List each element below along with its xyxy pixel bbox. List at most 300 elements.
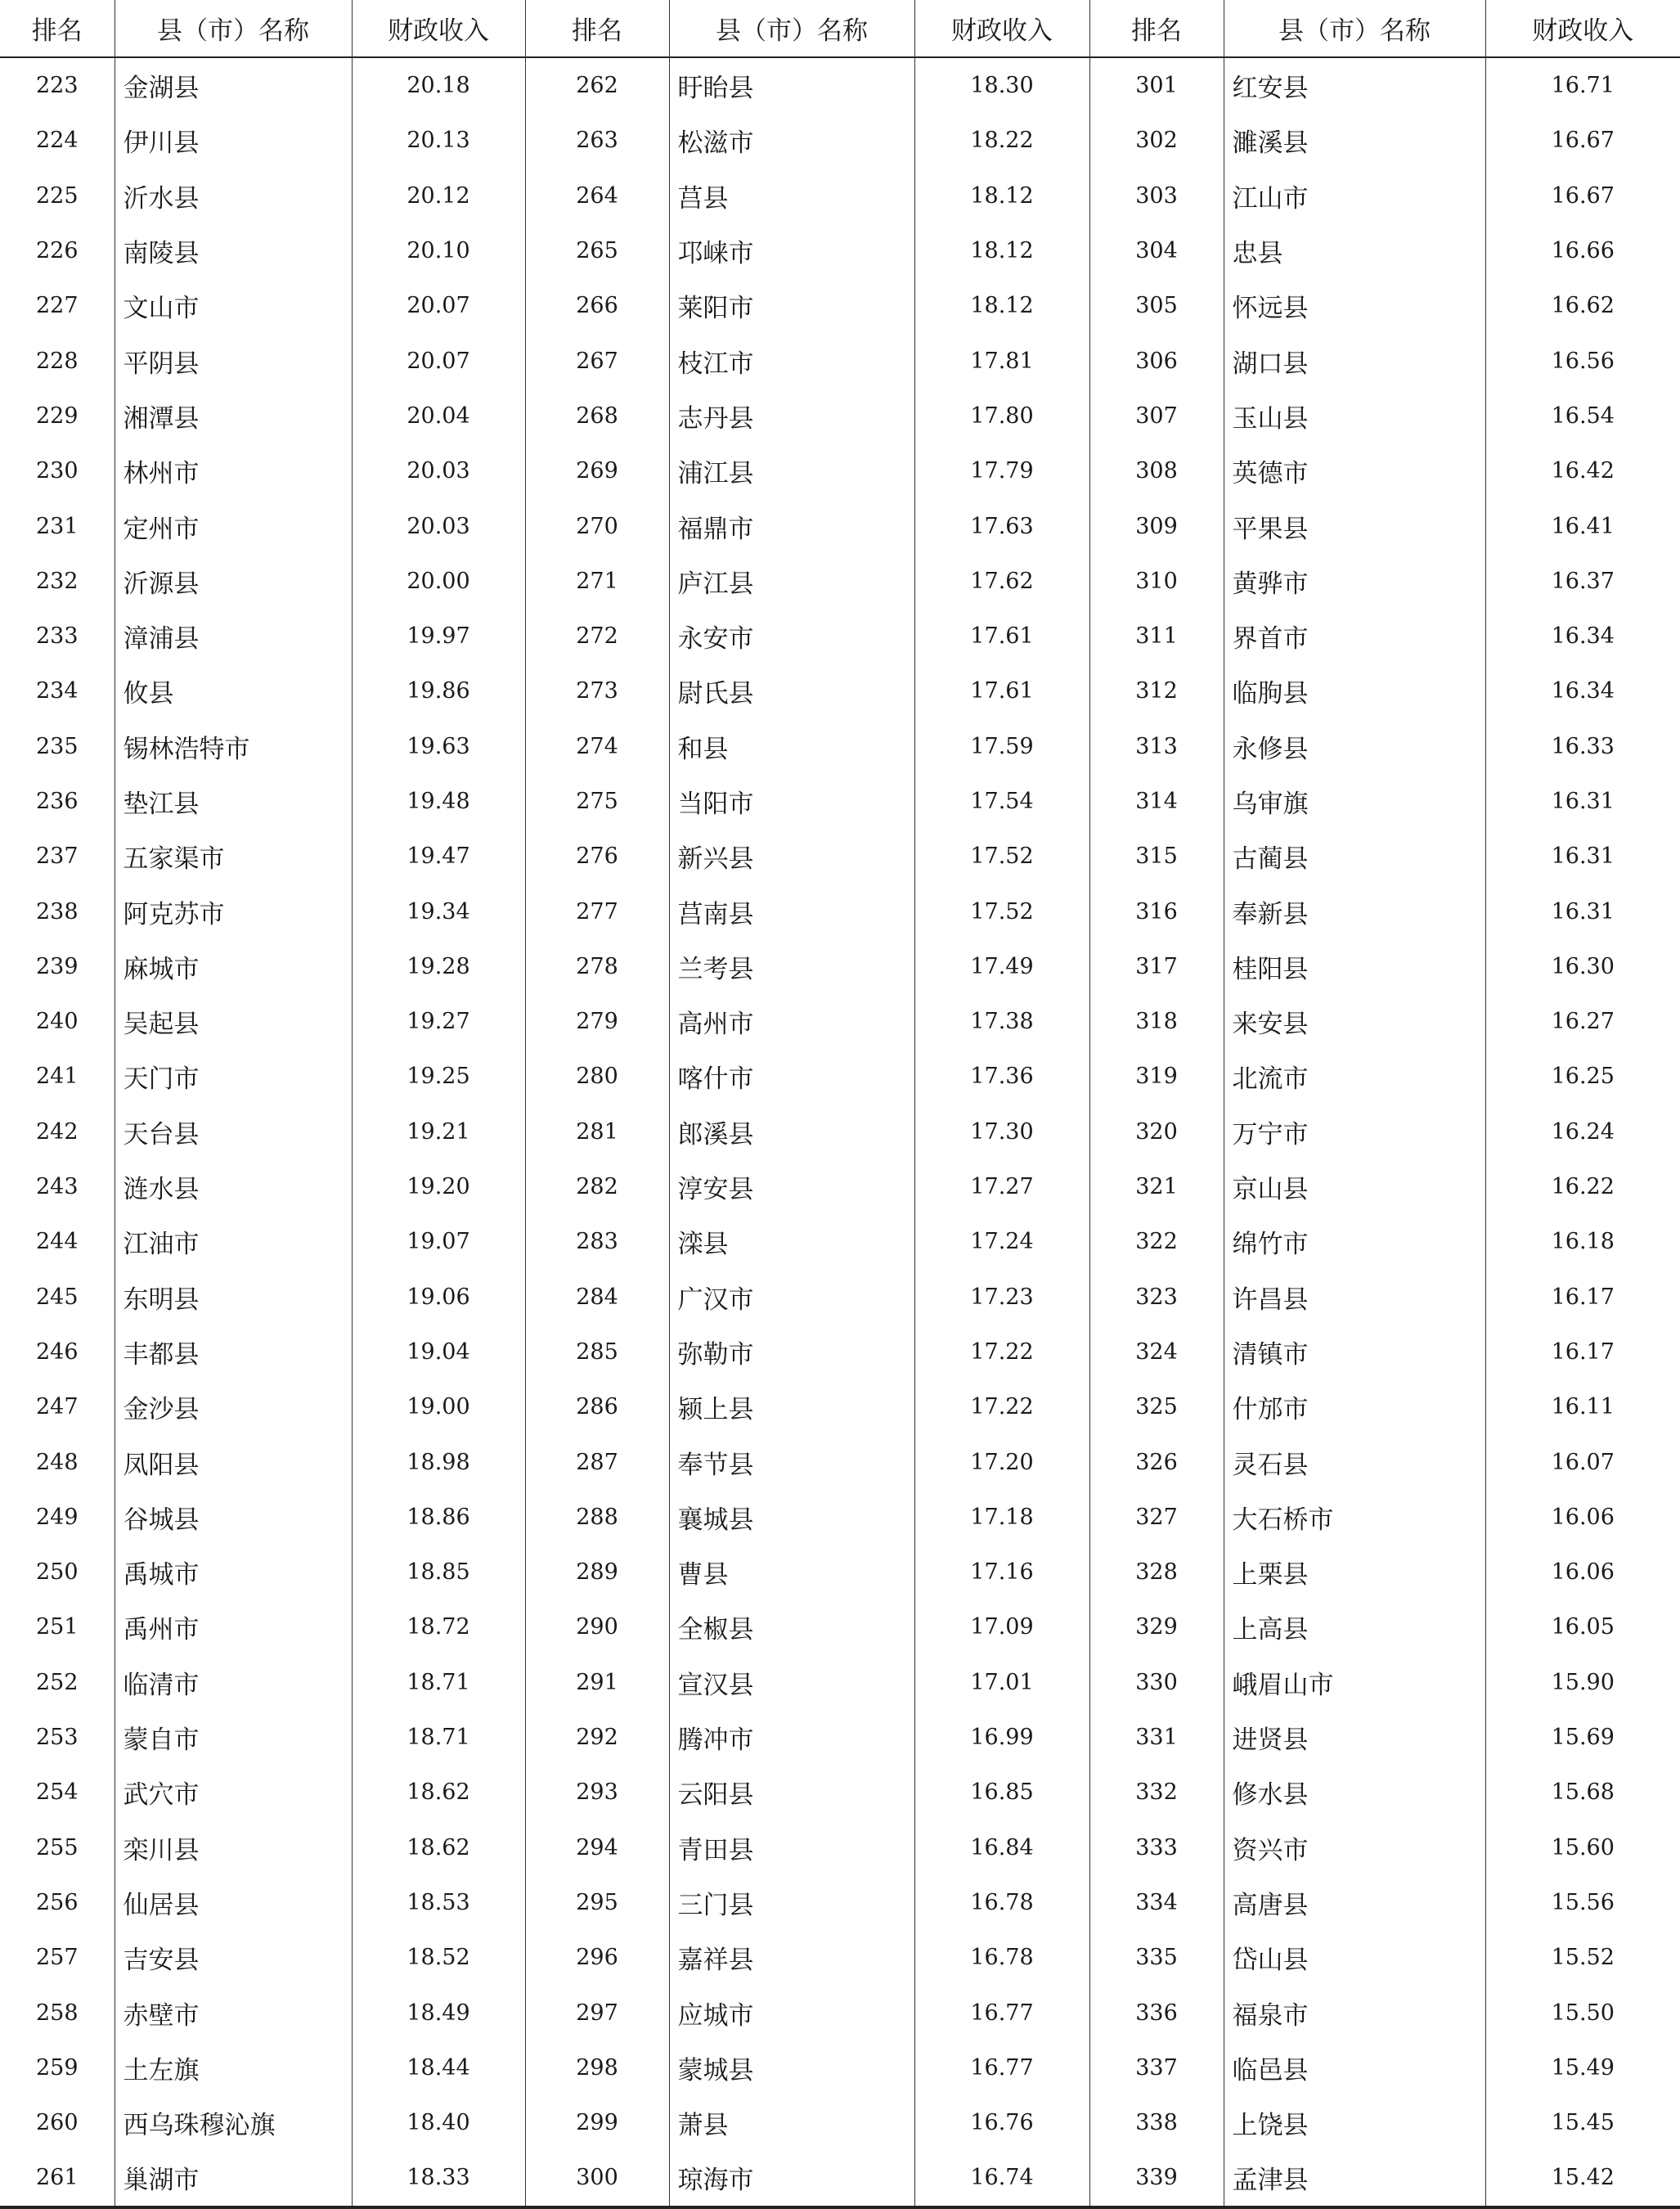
revenue-cell: 16.56 [1485,333,1680,388]
county-name-cell: 伊川县 [115,113,352,168]
county-name-cell: 玉山县 [1224,389,1485,443]
rank-cell: 259 [35,2054,79,2081]
county-name-cell: 松滋市 [669,113,914,168]
county-name-cell: 青田县 [669,1820,914,1875]
revenue-cell: 20.03 [352,443,525,498]
county-name-cell: 濉溪县 [1224,113,1485,168]
table-row [0,1985,1680,2040]
revenue-cell: 19.07 [352,1214,525,1269]
county-name-cell: 吴起县 [115,994,352,1049]
header-rank: 排名 [0,0,115,57]
rank-cell: 244 [35,1229,79,1255]
county-name-cell: 垫江县 [115,774,352,829]
rank-cell: 276 [525,829,669,884]
county-name-cell: 许昌县 [1224,1270,1485,1325]
revenue-cell: 18.98 [352,1434,525,1489]
rank-cell: 320 [1089,1104,1224,1159]
revenue-cell: 15.69 [1485,1710,1680,1765]
county-name-cell: 北流市 [1224,1049,1485,1104]
table-row [0,1379,1680,1434]
county-name-cell: 阿克苏市 [115,884,352,938]
revenue-cell: 17.24 [914,1214,1089,1269]
table-row [0,1545,1680,1599]
county-name-cell: 谷城县 [115,1490,352,1545]
revenue-cell: 16.31 [1485,774,1680,829]
header-name: 县（市）名称 [1224,0,1485,57]
county-name-cell: 定州市 [115,498,352,553]
revenue-cell: 16.27 [1485,994,1680,1049]
table-row [0,169,1680,223]
county-name-cell: 界首市 [1224,609,1485,664]
revenue-cell: 17.27 [914,1159,1089,1214]
county-name-cell: 来安县 [1224,994,1485,1049]
rank-cell: 270 [525,498,669,553]
county-name-cell: 永安市 [669,609,914,664]
rank-cell: 240 [35,1009,79,1035]
table-row [0,1930,1680,1985]
table-row [0,829,1680,884]
rank-cell: 234 [35,678,79,704]
revenue-cell: 16.71 [1485,57,1680,113]
header-name: 县（市）名称 [669,0,914,57]
revenue-cell: 20.04 [352,389,525,443]
rank-cell: 237 [35,844,79,870]
table-row [0,278,1680,333]
county-name-cell: 尉氏县 [669,664,914,718]
rank-cell: 232 [35,568,79,594]
revenue-cell: 19.47 [352,829,525,884]
rank-cell: 226 [35,238,79,264]
county-name-cell: 天门市 [115,1049,352,1104]
county-name-cell: 进贤县 [1224,1710,1485,1765]
rank-cell: 273 [525,664,669,718]
rank-cell: 227 [35,293,79,319]
revenue-cell: 16.54 [1485,389,1680,443]
rank-cell: 233 [35,623,79,650]
revenue-cell: 17.62 [914,554,1089,609]
revenue-cell: 16.41 [1485,498,1680,553]
county-name-cell: 江油市 [115,1214,352,1269]
county-name-cell: 岱山县 [1224,1930,1485,1985]
revenue-cell: 17.30 [914,1104,1089,1159]
header-name: 县（市）名称 [115,0,352,57]
county-name-cell: 宣汉县 [669,1655,914,1710]
rank-cell: 264 [525,169,669,223]
county-name-cell: 大石桥市 [1224,1490,1485,1545]
rank-cell: 235 [35,733,79,759]
rank-cell: 313 [1089,719,1224,774]
revenue-cell: 19.86 [352,664,525,718]
revenue-cell: 17.23 [914,1270,1089,1325]
rank-cell: 301 [1089,57,1224,113]
header-rank: 排名 [525,0,669,57]
revenue-cell: 16.37 [1485,554,1680,609]
revenue-cell: 17.52 [914,829,1089,884]
rank-cell: 242 [35,1118,79,1145]
table-row [0,223,1680,278]
rank-cell: 252 [35,1669,79,1695]
revenue-cell: 16.66 [1485,223,1680,278]
county-name-cell: 上高县 [1224,1599,1485,1654]
county-name-cell: 英德市 [1224,443,1485,498]
revenue-cell: 16.30 [1485,939,1680,994]
revenue-cell: 19.00 [352,1379,525,1434]
revenue-cell: 16.33 [1485,719,1680,774]
revenue-cell: 19.97 [352,609,525,664]
revenue-cell: 20.03 [352,498,525,553]
table-row [0,664,1680,718]
rank-cell: 334 [1089,1875,1224,1930]
county-name-cell: 孟津县 [1224,2150,1485,2207]
revenue-cell: 19.48 [352,774,525,829]
revenue-cell: 18.12 [914,169,1089,223]
county-name-cell: 福泉市 [1224,1985,1485,2040]
rank-cell: 249 [35,1504,79,1530]
rank-cell: 322 [1089,1214,1224,1269]
revenue-cell: 15.56 [1485,1875,1680,1930]
revenue-cell: 20.12 [352,169,525,223]
county-name-cell: 武穴市 [115,1765,352,1820]
rank-cell: 279 [525,994,669,1049]
rank-cell: 223 [35,73,79,99]
revenue-cell: 16.77 [914,2040,1089,2095]
revenue-cell: 16.74 [914,2150,1089,2207]
rank-cell: 291 [525,1655,669,1710]
rank-cell: 275 [525,774,669,829]
revenue-cell: 16.34 [1485,609,1680,664]
table-row [0,994,1680,1049]
table-row [0,1049,1680,1104]
table-header-row [0,0,1680,57]
rank-cell: 268 [525,389,669,443]
rank-cell: 245 [35,1284,79,1310]
revenue-cell: 16.06 [1485,1545,1680,1599]
revenue-cell: 15.60 [1485,1820,1680,1875]
rank-cell: 274 [525,719,669,774]
revenue-cell: 20.07 [352,278,525,333]
rank-cell: 310 [1089,554,1224,609]
rank-cell: 302 [1089,113,1224,168]
rank-cell: 265 [525,223,669,278]
rank-cell: 333 [1089,1820,1224,1875]
county-name-cell: 弥勒市 [669,1325,914,1379]
rank-cell: 271 [525,554,669,609]
rank-cell: 260 [35,2110,79,2136]
rank-cell: 288 [525,1490,669,1545]
revenue-cell: 17.54 [914,774,1089,829]
county-name-cell: 林州市 [115,443,352,498]
county-name-cell: 绵竹市 [1224,1214,1485,1269]
county-name-cell: 当阳市 [669,774,914,829]
revenue-cell: 16.24 [1485,1104,1680,1159]
revenue-cell: 16.67 [1485,169,1680,223]
county-name-cell: 高州市 [669,994,914,1049]
rank-cell: 266 [525,278,669,333]
rank-cell: 304 [1089,223,1224,278]
county-name-cell: 应城市 [669,1985,914,2040]
county-name-cell: 文山市 [115,278,352,333]
county-name-cell: 沂源县 [115,554,352,609]
revenue-cell: 19.28 [352,939,525,994]
table-row [0,609,1680,664]
county-name-cell: 奉节县 [669,1434,914,1489]
revenue-cell: 16.85 [914,1765,1089,1820]
revenue-cell: 17.80 [914,389,1089,443]
rank-cell: 290 [525,1599,669,1654]
revenue-cell: 20.00 [352,554,525,609]
rank-cell: 305 [1089,278,1224,333]
rank-cell: 300 [525,2150,669,2207]
rank-cell: 254 [35,1779,79,1806]
county-name-cell: 莒南县 [669,884,914,938]
county-name-cell: 淳安县 [669,1159,914,1214]
table-row [0,389,1680,443]
table-row [0,554,1680,609]
header-rank: 排名 [1089,0,1224,57]
rank-cell: 258 [35,2000,79,2026]
revenue-cell: 15.50 [1485,1985,1680,2040]
rank-cell: 277 [525,884,669,938]
rank-cell: 294 [525,1820,669,1875]
table-row [0,1875,1680,1930]
county-name-cell: 滦县 [669,1214,914,1269]
revenue-cell: 16.05 [1485,1599,1680,1654]
county-name-cell: 云阳县 [669,1765,914,1820]
county-name-cell: 高唐县 [1224,1875,1485,1930]
revenue-cell: 16.76 [914,2095,1089,2150]
revenue-cell: 15.45 [1485,2095,1680,2150]
county-name-cell: 仙居县 [115,1875,352,1930]
county-name-cell: 禹城市 [115,1545,352,1599]
county-name-cell: 麻城市 [115,939,352,994]
revenue-cell: 19.27 [352,994,525,1049]
rank-cell: 331 [1089,1710,1224,1765]
rank-cell: 255 [35,1834,79,1860]
rank-cell: 280 [525,1049,669,1104]
county-name-cell: 莒县 [669,169,914,223]
county-name-cell: 西乌珠穆沁旗 [115,2095,352,2150]
revenue-cell: 18.71 [352,1655,525,1710]
table-row [0,498,1680,553]
county-name-cell: 江山市 [1224,169,1485,223]
county-name-cell: 蒙城县 [669,2040,914,2095]
county-name-cell: 志丹县 [669,389,914,443]
revenue-cell: 17.59 [914,719,1089,774]
revenue-cell: 16.31 [1485,884,1680,938]
revenue-cell: 16.18 [1485,1214,1680,1269]
county-name-cell: 永修县 [1224,719,1485,774]
county-name-cell: 吉安县 [115,1930,352,1985]
rank-cell: 267 [525,333,669,388]
revenue-cell: 18.71 [352,1710,525,1765]
rank-cell: 303 [1089,169,1224,223]
table-row [0,1325,1680,1379]
table-row [0,1710,1680,1765]
rank-cell: 236 [35,789,79,814]
revenue-cell: 16.42 [1485,443,1680,498]
rank-cell: 250 [35,1559,79,1586]
table-row [0,1490,1680,1545]
rank-cell: 324 [1089,1325,1224,1379]
county-name-cell: 东明县 [115,1270,352,1325]
county-name-cell: 桂阳县 [1224,939,1485,994]
rank-cell: 295 [525,1875,669,1930]
table-row [0,939,1680,994]
county-name-cell: 古蔺县 [1224,829,1485,884]
revenue-cell: 17.36 [914,1049,1089,1104]
rank-cell: 299 [525,2095,669,2150]
county-name-cell: 攸县 [115,664,352,718]
rank-cell: 326 [1089,1434,1224,1489]
revenue-cell: 18.62 [352,1820,525,1875]
table-body [0,57,1680,2207]
county-name-cell: 枝江市 [669,333,914,388]
county-name-cell: 天台县 [115,1104,352,1159]
county-name-cell: 涟水县 [115,1159,352,1214]
revenue-cell: 16.06 [1485,1490,1680,1545]
rank-cell: 309 [1089,498,1224,553]
rank-cell: 248 [35,1449,79,1475]
county-name-cell: 萧县 [669,2095,914,2150]
rank-cell: 283 [525,1214,669,1269]
header-revenue: 财政收入 [1485,0,1680,57]
rank-cell: 336 [1089,1985,1224,2040]
revenue-cell: 16.34 [1485,664,1680,718]
revenue-cell: 18.12 [914,278,1089,333]
county-name-cell: 巢湖市 [115,2150,352,2207]
revenue-cell: 16.22 [1485,1159,1680,1214]
revenue-cell: 17.20 [914,1434,1089,1489]
revenue-cell: 16.62 [1485,278,1680,333]
revenue-cell: 20.13 [352,113,525,168]
rank-cell: 329 [1089,1599,1224,1654]
rank-cell: 289 [525,1545,669,1599]
county-name-cell: 禹州市 [115,1599,352,1654]
revenue-cell: 15.90 [1485,1655,1680,1710]
county-name-cell: 金沙县 [115,1379,352,1434]
county-name-cell: 京山县 [1224,1159,1485,1214]
revenue-cell: 18.44 [352,2040,525,2095]
rank-cell: 339 [1089,2150,1224,2207]
revenue-cell: 16.84 [914,1820,1089,1875]
table-row [0,1655,1680,1710]
county-name-cell: 黄骅市 [1224,554,1485,609]
revenue-cell: 15.52 [1485,1930,1680,1985]
revenue-cell: 20.07 [352,333,525,388]
county-name-cell: 庐江县 [669,554,914,609]
rank-cell: 241 [35,1064,79,1090]
rank-cell: 286 [525,1379,669,1434]
rank-cell: 327 [1089,1490,1224,1545]
table-row [0,1434,1680,1489]
county-name-cell: 红安县 [1224,57,1485,113]
revenue-cell: 18.22 [914,113,1089,168]
county-name-cell: 平果县 [1224,498,1485,553]
revenue-cell: 16.78 [914,1930,1089,1985]
rank-cell: 298 [525,2040,669,2095]
county-name-cell: 沂水县 [115,169,352,223]
rank-cell: 292 [525,1710,669,1765]
revenue-cell: 16.25 [1485,1049,1680,1104]
revenue-cell: 18.33 [352,2150,525,2207]
county-name-cell: 盱眙县 [669,57,914,113]
rank-cell: 251 [35,1614,79,1640]
rank-cell: 229 [35,403,79,429]
rank-cell: 297 [525,1985,669,2040]
table-row [0,1820,1680,1875]
rank-cell: 330 [1089,1655,1224,1710]
county-name-cell: 浦江县 [669,443,914,498]
rank-cell: 230 [35,458,79,484]
revenue-cell: 17.61 [914,664,1089,718]
county-name-cell: 颍上县 [669,1379,914,1434]
rank-cell: 228 [35,348,79,374]
county-name-cell: 凤阳县 [115,1434,352,1489]
table-row [0,1159,1680,1214]
table-row [0,333,1680,388]
revenue-cell: 18.62 [352,1765,525,1820]
revenue-cell: 16.17 [1485,1325,1680,1379]
county-name-cell: 喀什市 [669,1049,914,1104]
revenue-cell: 17.79 [914,443,1089,498]
county-name-cell: 丰都县 [115,1325,352,1379]
county-name-cell: 漳浦县 [115,609,352,664]
revenue-cell: 16.31 [1485,829,1680,884]
county-name-cell: 嘉祥县 [669,1930,914,1985]
revenue-cell: 16.78 [914,1875,1089,1930]
revenue-cell: 19.06 [352,1270,525,1325]
county-name-cell: 琼海市 [669,2150,914,2207]
rank-cell: 296 [525,1930,669,1985]
table-row [0,1104,1680,1159]
rank-cell: 243 [35,1174,79,1200]
rank-cell: 323 [1089,1270,1224,1325]
table-row [0,57,1680,113]
county-name-cell: 莱阳市 [669,278,914,333]
rank-cell: 337 [1089,2040,1224,2095]
revenue-cell: 17.81 [914,333,1089,388]
rank-cell: 338 [1089,2095,1224,2150]
county-name-cell: 金湖县 [115,57,352,113]
table-row [0,719,1680,774]
rank-cell: 253 [35,1725,79,1751]
table-row [0,884,1680,938]
county-name-cell: 南陵县 [115,223,352,278]
county-name-cell: 湖口县 [1224,333,1485,388]
rank-cell: 335 [1089,1930,1224,1985]
revenue-cell: 18.72 [352,1599,525,1654]
county-name-cell: 曹县 [669,1545,914,1599]
county-name-cell: 忠县 [1224,223,1485,278]
rank-cell: 307 [1089,389,1224,443]
rank-cell: 316 [1089,884,1224,938]
table-row [0,2095,1680,2150]
rank-cell: 278 [525,939,669,994]
county-name-cell: 郎溪县 [669,1104,914,1159]
rank-cell: 312 [1089,664,1224,718]
county-name-cell: 临朐县 [1224,664,1485,718]
county-name-cell: 兰考县 [669,939,914,994]
rank-cell: 239 [35,953,79,979]
rank-cell: 284 [525,1270,669,1325]
table-row [0,2040,1680,2095]
revenue-cell: 19.21 [352,1104,525,1159]
rank-cell: 282 [525,1159,669,1214]
revenue-cell: 19.25 [352,1049,525,1104]
revenue-cell: 19.20 [352,1159,525,1214]
county-name-cell: 锡林浩特市 [115,719,352,774]
revenue-cell: 15.68 [1485,1765,1680,1820]
